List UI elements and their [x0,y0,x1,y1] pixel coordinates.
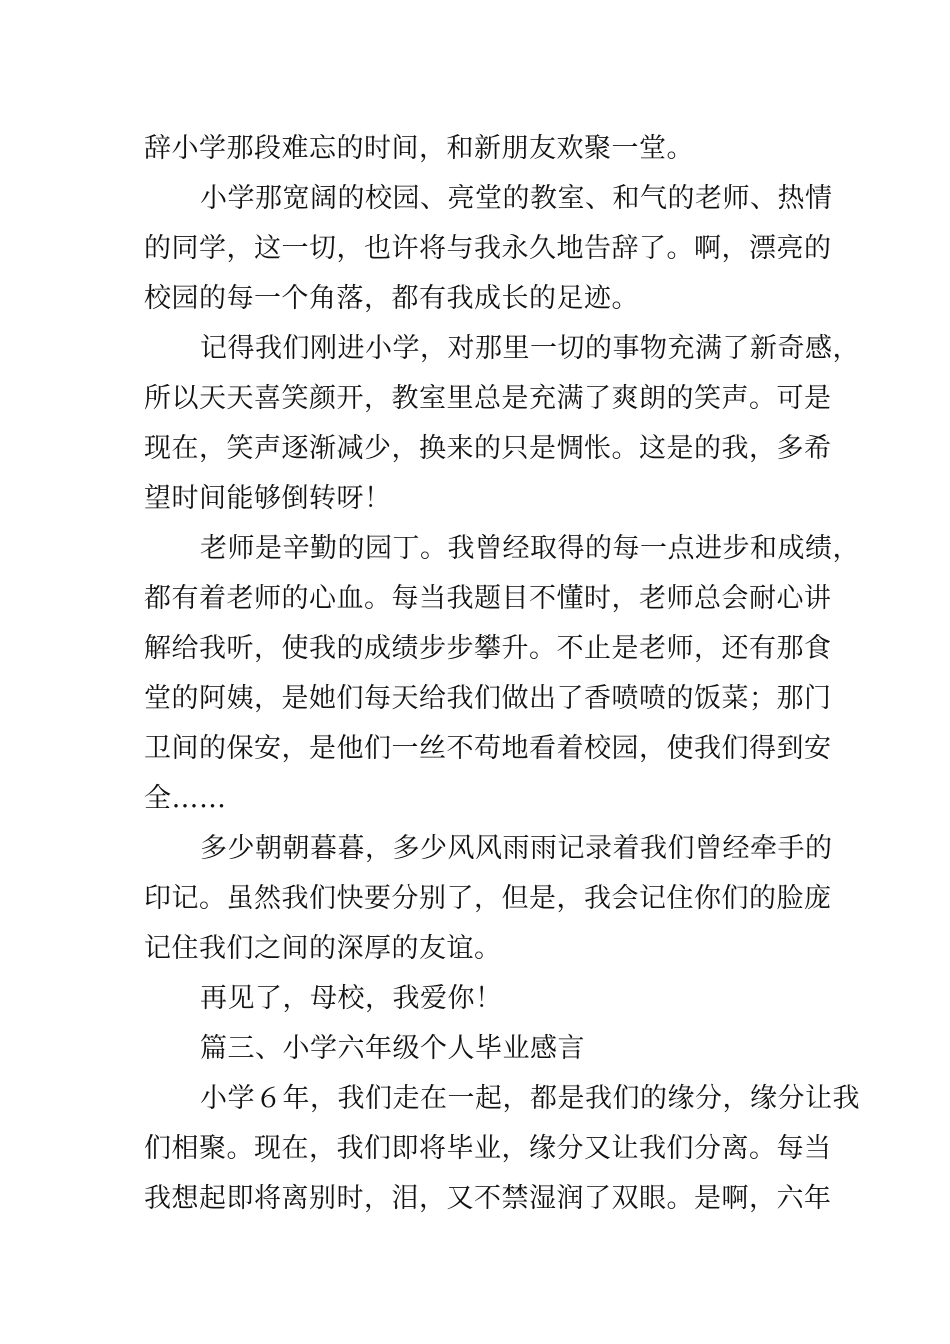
text-line: 多少朝朝暮暮，多少风风雨雨记录着我们曾经牵手的 [200,833,833,864]
document-body [144,124,860,1224]
text-line: 辞小学那段难忘的时间，和新朋友欢聚一堂。 [144,133,694,164]
text-line: 记得我们刚进小学，对那里一切的事物充满了新奇感， [200,333,860,364]
text-line: 们相聚。现在，我们即将毕业，缘分又让我们分离。每当 [144,1133,832,1164]
text-line: 堂的阿姨，是她们每天给我们做出了香喷喷的饭菜；那门 [144,683,832,714]
text-line: 都有着老师的心血。每当我题目不懂时，老师总会耐心讲 [144,583,832,614]
text-line: 卫间的保安，是他们一丝不苟地看着校园，使我们得到安 [144,733,832,764]
text-line: 校园的每一个角落，都有我成长的足迹。 [144,283,639,314]
section-heading: 篇三、小学六年级个人毕业感言 [200,1033,585,1064]
text-line: 的同学，这一切，也许将与我永久地告辞了。啊，漂亮的 [144,233,832,264]
text-line: 望时间能够倒转呀！ [144,483,392,514]
text-line: 印记。虽然我们快要分别了，但是，我会记住你们的脸庞 [144,883,832,914]
text-line: 老师是辛勤的园丁。我曾经取得的每一点进步和成绩， [200,533,860,564]
text-line: 我想起即将离别时，泪，又不禁湿润了双眼。是啊，六年 [144,1183,832,1214]
text-line: 现在，笑声逐渐减少，换来的只是惆怅。这是的我，多希 [144,433,832,464]
text-line: 全…… [144,783,227,814]
text-line: 再见了，母校，我爱你！ [200,983,503,1014]
text-line: 小学６年，我们走在一起，都是我们的缘分，缘分让我 [200,1083,860,1114]
text-line: 小学那宽阔的校园、亮堂的教室、和气的老师、热情 [200,183,833,214]
text-line: 所以天天喜笑颜开，教室里总是充满了爽朗的笑声。可是 [144,383,832,414]
text-line: 解给我听，使我的成绩步步攀升。不止是老师，还有那食 [144,633,832,664]
text-line: 记住我们之间的深厚的友谊。 [144,933,502,964]
